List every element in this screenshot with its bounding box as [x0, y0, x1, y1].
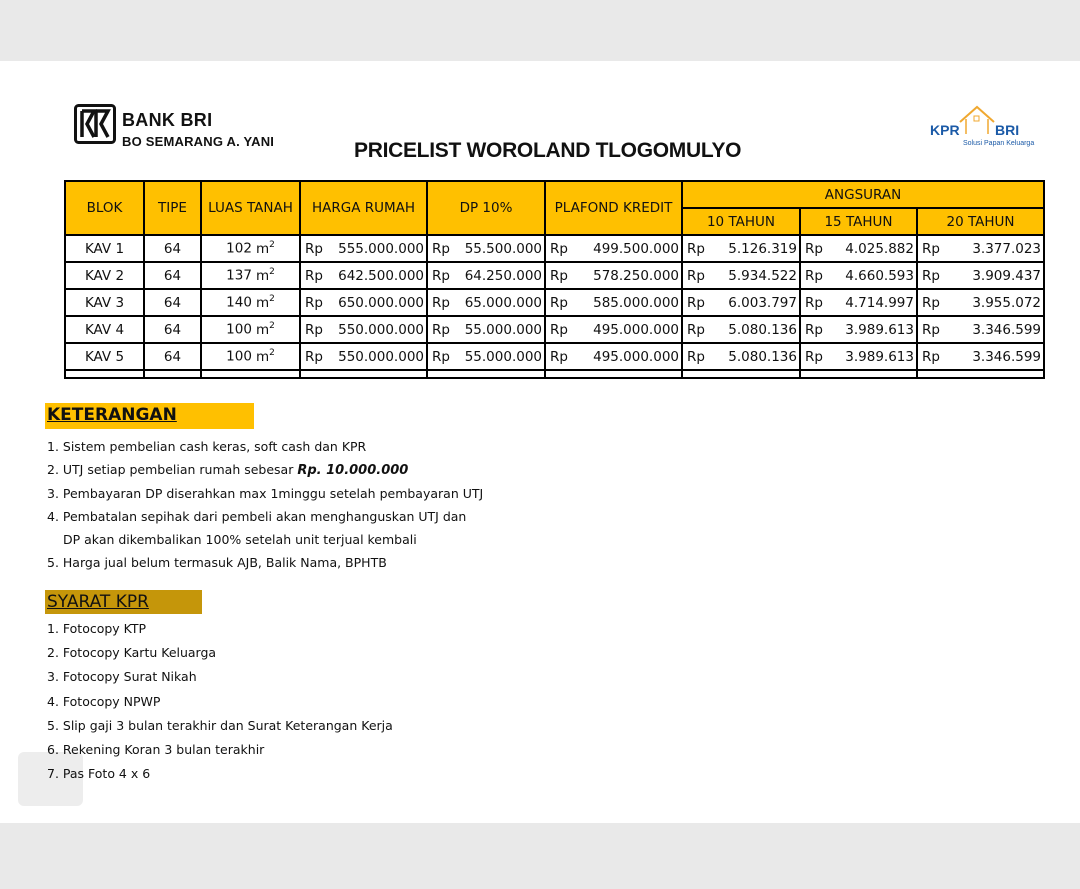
currency-label: Rp — [550, 240, 568, 257]
cell-angsuran-20 — [917, 289, 1044, 316]
list-item: 2. Fotocopy Kartu Keluarga — [47, 645, 217, 661]
list-item: 7. Pas Foto 4 x 6 — [47, 766, 151, 782]
kpr-logo-text-left: KPR — [930, 122, 960, 138]
money-value — [687, 295, 797, 311]
currency-label: Rp — [687, 267, 705, 284]
table-row — [65, 235, 1044, 262]
currency-label: Rp — [550, 348, 568, 365]
cell-tipe: 64 — [144, 235, 201, 262]
header-angsuran: ANGSURAN — [682, 181, 1044, 208]
money-value — [805, 241, 914, 257]
kpr-logo-text-right: BRI — [995, 122, 1020, 138]
currency-label: Rp — [305, 321, 323, 338]
amount: 4.025.882 — [845, 240, 914, 257]
money-value — [550, 268, 679, 284]
amount: 55.000.000 — [464, 321, 542, 338]
money-value — [305, 268, 424, 284]
money-value — [805, 295, 914, 311]
syarat-list — [47, 617, 393, 786]
spacer-cell — [917, 370, 1044, 378]
money-value — [550, 322, 679, 338]
amount: 3.346.599 — [972, 321, 1042, 338]
table-row — [65, 343, 1044, 370]
cell-angsuran-10 — [682, 316, 800, 343]
cell-luas-tanah — [201, 343, 300, 370]
cell-angsuran-10 — [682, 343, 800, 370]
currency-label: Rp — [432, 321, 450, 338]
currency-label: Rp — [805, 240, 823, 257]
cell-tipe: 64 — [144, 343, 201, 370]
list-item: 3. Pembayaran DP diserahkan max 1minggu setelah pembayaran UTJ — [47, 486, 484, 501]
spacer-cell — [201, 370, 300, 378]
amount: 4.714.997 — [845, 294, 914, 311]
cell-blok: KAV 1 — [65, 235, 144, 262]
money-value — [305, 322, 424, 338]
currency-label: Rp — [687, 321, 705, 338]
spacer-cell — [427, 370, 545, 378]
page-title: PRICELIST WOROLAND TLOGOMULYO — [354, 139, 742, 162]
currency-label: Rp — [805, 348, 823, 365]
amount: 3.377.023 — [972, 240, 1042, 257]
header-15-tahun: 15 TAHUN — [800, 208, 917, 235]
header-10-tahun: 10 TAHUN — [682, 208, 800, 235]
money-value — [305, 241, 424, 257]
currency-label: Rp — [432, 348, 450, 365]
header-20-tahun: 20 TAHUN — [917, 208, 1044, 235]
cell-angsuran-20 — [917, 343, 1044, 370]
cell-angsuran-20 — [917, 262, 1044, 289]
cell-angsuran-10 — [682, 235, 800, 262]
money-value — [432, 322, 542, 338]
header-luas-tanah: LUAS TANAH — [201, 181, 300, 235]
bank-name: BANK BRI — [122, 110, 213, 130]
cell-harga-rumah — [300, 262, 427, 289]
cell-harga-rumah — [300, 343, 427, 370]
amount: 4.660.593 — [845, 267, 914, 284]
currency-label: Rp — [550, 294, 568, 311]
kpr-tagline: Solusi Papan Keluarga — [963, 140, 1035, 147]
amount: 3.955.072 — [972, 294, 1042, 311]
amount: 495.000.000 — [593, 321, 679, 338]
area-exponent: 2 — [269, 321, 275, 332]
spacer-cell — [300, 370, 427, 378]
cell-blok: KAV 4 — [65, 316, 144, 343]
area-unit: m — [255, 321, 270, 338]
currency-label: Rp — [305, 240, 323, 257]
cell-blok: KAV 5 — [65, 343, 144, 370]
cell-plafond-kredit — [545, 316, 682, 343]
money-value — [432, 349, 542, 365]
header-dp: DP 10% — [427, 181, 545, 235]
money-value — [432, 295, 542, 311]
spacer-cell — [144, 370, 201, 378]
amount: 3.989.613 — [845, 348, 914, 365]
cell-angsuran-15 — [800, 262, 917, 289]
area-value: 137 — [226, 267, 252, 284]
cell-harga-rumah — [300, 235, 427, 262]
currency-label: Rp — [922, 294, 940, 311]
header-harga-rumah: HARGA RUMAH — [300, 181, 427, 235]
branch-name: BO SEMARANG A. YANI — [122, 134, 275, 149]
money-value — [305, 295, 424, 311]
keterangan-list — [47, 435, 483, 574]
list-item: 6. Rekening Koran 3 bulan terakhir — [47, 742, 265, 758]
money-value — [922, 349, 1041, 365]
cell-harga-rumah — [300, 289, 427, 316]
table-row — [65, 289, 1044, 316]
header-tipe: TIPE — [144, 181, 201, 235]
money-value — [432, 241, 542, 257]
currency-label: Rp — [432, 267, 450, 284]
cell-plafond-kredit — [545, 262, 682, 289]
table-row — [65, 262, 1044, 289]
area-unit: m — [255, 240, 270, 257]
currency-label: Rp — [687, 348, 705, 365]
amount: 5.934.522 — [728, 267, 797, 284]
area-exponent: 2 — [269, 267, 275, 278]
money-value — [922, 241, 1041, 257]
amount: 5.126.319 — [728, 240, 797, 257]
cell-angsuran-15 — [800, 343, 917, 370]
area-unit: m — [255, 348, 270, 365]
utj-amount: Rp. 10.000.000 — [297, 463, 409, 478]
currency-label: Rp — [432, 240, 450, 257]
cell-angsuran-15 — [800, 235, 917, 262]
amount: 495.000.000 — [593, 348, 679, 365]
amount: 6.003.797 — [728, 294, 797, 311]
currency-label: Rp — [305, 294, 323, 311]
money-value — [805, 268, 914, 284]
kpr-bri-logo — [928, 102, 1035, 150]
list-item-text: 2. UTJ setiap pembelian rumah sebesar — [47, 462, 298, 477]
cell-dp — [427, 343, 545, 370]
currency-label: Rp — [922, 348, 940, 365]
list-item: 1. Sistem pembelian cash keras, soft cash dan KPR — [47, 439, 367, 454]
money-value — [922, 268, 1041, 284]
money-value — [305, 349, 424, 365]
money-value — [432, 268, 542, 284]
area-exponent: 2 — [269, 348, 275, 359]
cell-dp — [427, 316, 545, 343]
amount: 550.000.000 — [338, 321, 424, 338]
cell-angsuran-15 — [800, 289, 917, 316]
amount: 55.000.000 — [464, 348, 542, 365]
money-value — [922, 322, 1041, 338]
money-value — [550, 241, 679, 257]
amount: 585.000.000 — [593, 294, 679, 311]
currency-label: Rp — [432, 294, 450, 311]
currency-label: Rp — [805, 267, 823, 284]
currency-label: Rp — [305, 348, 323, 365]
list-item: 5. Slip gaji 3 bulan terakhir dan Surat Keterangan Kerja — [47, 717, 393, 733]
money-value — [687, 268, 797, 284]
area-value: 100 — [226, 321, 252, 338]
cell-dp — [427, 289, 545, 316]
amount: 55.500.000 — [464, 240, 542, 257]
house-icon — [956, 102, 998, 138]
amount: 3.989.613 — [845, 321, 914, 338]
amount: 3.346.599 — [972, 348, 1042, 365]
cell-luas-tanah — [201, 289, 300, 316]
cell-angsuran-10 — [682, 289, 800, 316]
cell-angsuran-20 — [917, 316, 1044, 343]
spacer-cell — [682, 370, 800, 378]
table-row — [65, 316, 1044, 343]
area-unit: m — [255, 267, 270, 284]
cell-luas-tanah — [201, 235, 300, 262]
amount: 650.000.000 — [338, 294, 424, 311]
money-value — [687, 241, 797, 257]
cell-angsuran-10 — [682, 262, 800, 289]
amount: 499.500.000 — [593, 240, 679, 257]
cell-tipe: 64 — [144, 289, 201, 316]
list-item: 5. Harga jual belum termasuk AJB, Balik Nama, BPHTB — [47, 555, 387, 570]
money-value — [805, 322, 914, 338]
amount: 578.250.000 — [593, 267, 679, 284]
amount: 5.080.136 — [728, 321, 797, 338]
list-item: 4. Pembatalan sepihak dari pembeli akan menghanguskan UTJ dan — [47, 509, 467, 524]
cell-tipe: 64 — [144, 262, 201, 289]
currency-label: Rp — [922, 321, 940, 338]
bri-logo-icon — [74, 104, 116, 144]
amount: 642.500.000 — [338, 267, 424, 284]
cell-angsuran-20 — [917, 235, 1044, 262]
header-blok: BLOK — [65, 181, 144, 235]
spacer-cell — [65, 370, 144, 378]
syarat-kpr-heading: SYARAT KPR — [45, 590, 202, 614]
money-value — [550, 295, 679, 311]
area-value: 140 — [226, 294, 252, 311]
keterangan-heading: KETERANGAN — [45, 403, 254, 429]
currency-label: Rp — [687, 294, 705, 311]
list-item: 3. Fotocopy Surat Nikah — [47, 669, 197, 685]
area-exponent: 2 — [269, 240, 275, 251]
cell-harga-rumah — [300, 316, 427, 343]
cell-blok: KAV 3 — [65, 289, 144, 316]
cell-dp — [427, 235, 545, 262]
amount: 3.909.437 — [972, 267, 1042, 284]
amount: 550.000.000 — [338, 348, 424, 365]
currency-label: Rp — [805, 321, 823, 338]
cell-angsuran-15 — [800, 316, 917, 343]
currency-label: Rp — [922, 240, 940, 257]
money-value — [922, 295, 1041, 311]
money-value — [805, 349, 914, 365]
cell-luas-tanah — [201, 262, 300, 289]
list-item: 1. Fotocopy KTP — [47, 621, 147, 636]
amount: 65.000.000 — [464, 294, 542, 311]
currency-label: Rp — [550, 321, 568, 338]
spacer-cell — [545, 370, 682, 378]
list-item-continuation: DP akan dikembalikan 100% setelah unit terjual kembali — [63, 532, 417, 547]
price-table — [64, 180, 1045, 379]
cell-plafond-kredit — [545, 343, 682, 370]
amount: 64.250.000 — [464, 267, 542, 284]
cell-plafond-kredit — [545, 235, 682, 262]
spacer-cell — [800, 370, 917, 378]
cell-tipe: 64 — [144, 316, 201, 343]
money-value — [687, 349, 797, 365]
currency-label: Rp — [305, 267, 323, 284]
currency-label: Rp — [922, 267, 940, 284]
area-unit: m — [255, 294, 270, 311]
area-value: 102 — [226, 240, 252, 257]
currency-label: Rp — [550, 267, 568, 284]
cell-blok: KAV 2 — [65, 262, 144, 289]
cell-dp — [427, 262, 545, 289]
area-value: 100 — [226, 348, 252, 365]
list-item: 4. Fotocopy NPWP — [47, 693, 161, 709]
currency-label: Rp — [805, 294, 823, 311]
header-plafond-kredit: PLAFOND KREDIT — [545, 181, 682, 235]
cell-plafond-kredit — [545, 289, 682, 316]
money-value — [550, 349, 679, 365]
table-spacer-row — [65, 370, 1044, 378]
area-exponent: 2 — [269, 294, 275, 305]
list-item — [47, 458, 483, 482]
cell-luas-tanah — [201, 316, 300, 343]
amount: 5.080.136 — [728, 348, 797, 365]
money-value — [687, 322, 797, 338]
amount: 555.000.000 — [338, 240, 424, 257]
currency-label: Rp — [687, 240, 705, 257]
